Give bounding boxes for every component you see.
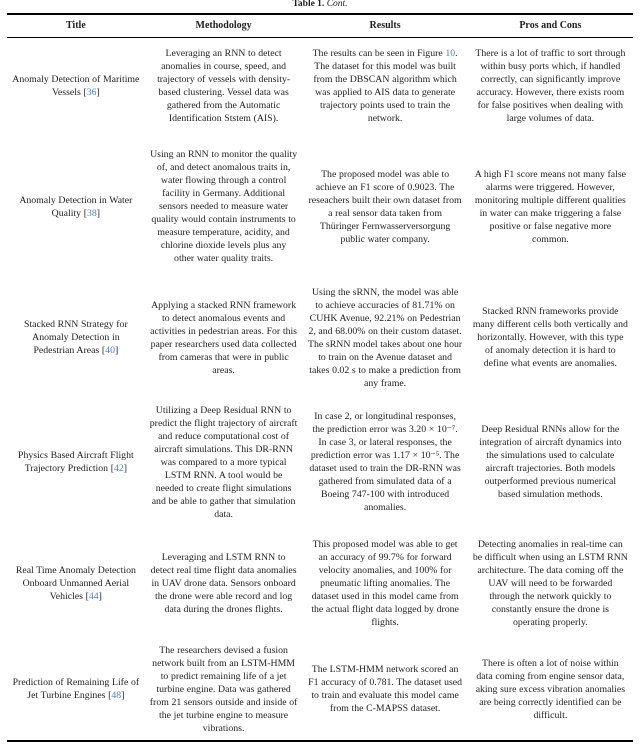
cell-text: ] — [114, 345, 119, 356]
cell-text: ] — [98, 591, 102, 602]
cell-text: Leveraging and LSTM RNN to detect real time flight data anomalies in UAV drone data. Sensors onboard the drone were able record and log data during the drones flights. — [150, 552, 297, 615]
cell-text: Physics Based Aircraft Flight Trajectory Prediction [ — [18, 450, 134, 474]
table-row — [7, 38, 633, 134]
reference-link[interactable]: 38 — [86, 207, 97, 219]
title-cell — [7, 134, 145, 280]
results-cell — [302, 529, 467, 639]
title-cell — [7, 38, 145, 134]
title-cell — [7, 396, 145, 529]
reference-link[interactable]: 44 — [88, 591, 99, 602]
cell-text: Using the sRNN, the model was able to achieve accuracies of 81.71% on CUHK Avenue, 92.21% on Pedestrian 2, and 68.00% on their custom dataset. The sRNN model takes about one hour to train on the Avenue dataset and takes 0.02 s to make a prediction from any frame. — [308, 286, 463, 389]
table-row — [7, 280, 633, 396]
table-caption-label: Table 1. — [292, 0, 325, 9]
title-cell — [7, 529, 145, 639]
cell-text: Applying a stacked RNN framework to detect anomalous events and activities in pedestrian areas. For this paper researchers used data collected from cameras that were in public areas. — [150, 299, 297, 376]
results-cell — [302, 38, 467, 134]
cell-text: A high F1 score means not many false alarms were triggered. However, monitoring multiple different qualities in water can make triggering a false positive or false negative more common. — [474, 168, 627, 245]
table-caption — [0, 0, 640, 11]
table-row — [7, 134, 633, 280]
pros-cell — [468, 134, 633, 280]
literature-review-table — [7, 13, 633, 742]
cell-text: . The dataset for this model was built from the DBSCAN algorithm which was applied to AIS data to generate trajectory points used to train the network. — [313, 47, 458, 124]
title-cell — [7, 639, 145, 741]
cell-text: Detecting anomalies in real-time can be difficult when using an LSTM RNN architecture. The data coming off the UAV will need to be forwarded through the network quickly to constantly ensure the drone is operating properly. — [472, 539, 628, 628]
reference-link[interactable]: 10 — [445, 47, 456, 59]
cell-text: The results can be seen in Figure — [312, 47, 446, 59]
cell-text: There is often a lot of noise within data coming from engine sensor data, aking sure excess vibration anomalies are being correctly identified can be difficult. — [475, 657, 626, 721]
column-header-methodology: Methodology — [145, 14, 303, 38]
cell-text: The researchers devised a fusion network built from an LSTM-HMM to predict remaining life of a jet turbine engine. Data was gathered from 21 sensors outside and inside of the jet turbine engine to measure vibrations. — [149, 644, 298, 734]
cell-text: ] — [96, 207, 101, 219]
methodology-cell — [145, 529, 303, 639]
title-cell — [7, 280, 145, 396]
table-row — [7, 396, 633, 529]
methodology-cell — [145, 639, 303, 741]
reference-link[interactable]: 36 — [86, 86, 97, 98]
pros-cell — [468, 38, 633, 134]
cell-text: Stacked RNN Strategy for Anomaly Detection in Pedestrian Areas [ — [24, 319, 128, 356]
cell-text: The LSTM-HMM network scored an F1 accuracy of 0.781. The dataset used to train and evaluate this model came from the C-MAPSS dataset. — [308, 664, 463, 714]
table-body — [7, 38, 633, 741]
pros-cell — [468, 529, 633, 639]
results-cell — [302, 280, 467, 396]
pros-cell — [468, 396, 633, 529]
table-row — [7, 529, 633, 639]
cell-text: Anomaly Detection of Maritime Vessels [ — [12, 73, 140, 98]
table-caption-cont: Cont. — [326, 0, 348, 9]
cell-text: The proposed model was able to achieve an F1 score of 0.9023. The reseachers built their own dataset from a real sensor data taken from Thüringer Fernwasserversorgung public water company. — [308, 168, 462, 245]
reference-link[interactable]: 40 — [105, 345, 115, 356]
cell-text: ] — [121, 690, 125, 701]
cell-text: In case 2, or longitudinal responses, the prediction error was 3.20 × 10⁻⁷. In case 3, or lateral responses, the prediction error was 1.17 × 10⁻⁵. The dataset used to train the DR-RNN was gathered from simulated data of a Boeing 747-100 with introduced anomalies. — [309, 411, 461, 513]
reference-link[interactable]: 48 — [111, 690, 122, 701]
cell-text: ] — [123, 463, 128, 474]
cell-text: Stacked RNN frameworks provide many different cells both vertically and horizontally. However, with this type of anomaly detection it is hard to define what events are anomalies. — [472, 306, 628, 369]
cell-text: Deep Residual RNNs allow for the integration of aircraft dynamics into the simulations used to calculate aircraft trajectories. Both models outperformed previous numerical based simulation methods. — [479, 424, 622, 500]
column-header-pros-and-cons: Pros and Cons — [468, 14, 633, 38]
column-header-results: Results — [302, 14, 467, 38]
cell-text: There is a lot of traffic to sort through within busy ports which, if handled correctly, can significantly improve accuracy. However, there exists room for false positives when dealing with large volumes of data. — [475, 47, 626, 124]
cell-text: Using an RNN to monitor the quality of, and detect anomalous traits in, water flowing through a control facility in Germany. Additional sensors needed to measure water quality would contain instruments to measure temperature, acidity, and chlorine dioxide levels plus any other water quality traits. — [150, 149, 298, 264]
methodology-cell — [145, 280, 303, 396]
cell-text: ] — [96, 86, 100, 98]
table-row — [7, 639, 633, 741]
cell-text: Prediction of Remaining Life of Jet Turbine Engines [ — [12, 677, 140, 701]
cell-text: Real Time Anomaly Detection Onboard Unmanned Aerial Vehicles [ — [15, 565, 136, 602]
methodology-cell — [145, 396, 303, 529]
header-row — [7, 14, 633, 38]
results-cell — [302, 396, 467, 529]
results-cell — [302, 134, 467, 280]
column-header-title: Title — [7, 14, 145, 38]
cell-text: Utilizing a Deep Residual RNN to predict the flight trajectory of aircraft and reduce computational cost of aircraft simulations. This DR-RNN was compared to a more typical LSTM RNN. A tool would be needed to create flight simulations and be able to gather that simulation data. — [149, 404, 298, 520]
cell-text: This proposed model was able to get an accuracy of 99.7% for forward velocity anomalies, and 100% for pneumatic lifting anomalies. The dataset used in this model came from the actual flight data logged by drone flights. — [311, 539, 459, 628]
pros-cell — [468, 639, 633, 741]
cell-text: Leveraging an RNN to detect anomalies in course, speed, and trajectory of vessels with density-based clustering. Vessel data was gathered from the Automatic Identification Ststem (AIS). — [157, 47, 291, 124]
cell-text: Anomaly Detection in Water Quality [ — [19, 194, 133, 219]
pros-cell — [468, 280, 633, 396]
methodology-cell — [145, 134, 303, 280]
reference-link[interactable]: 42 — [113, 463, 124, 474]
results-cell — [302, 639, 467, 741]
methodology-cell — [145, 38, 303, 134]
